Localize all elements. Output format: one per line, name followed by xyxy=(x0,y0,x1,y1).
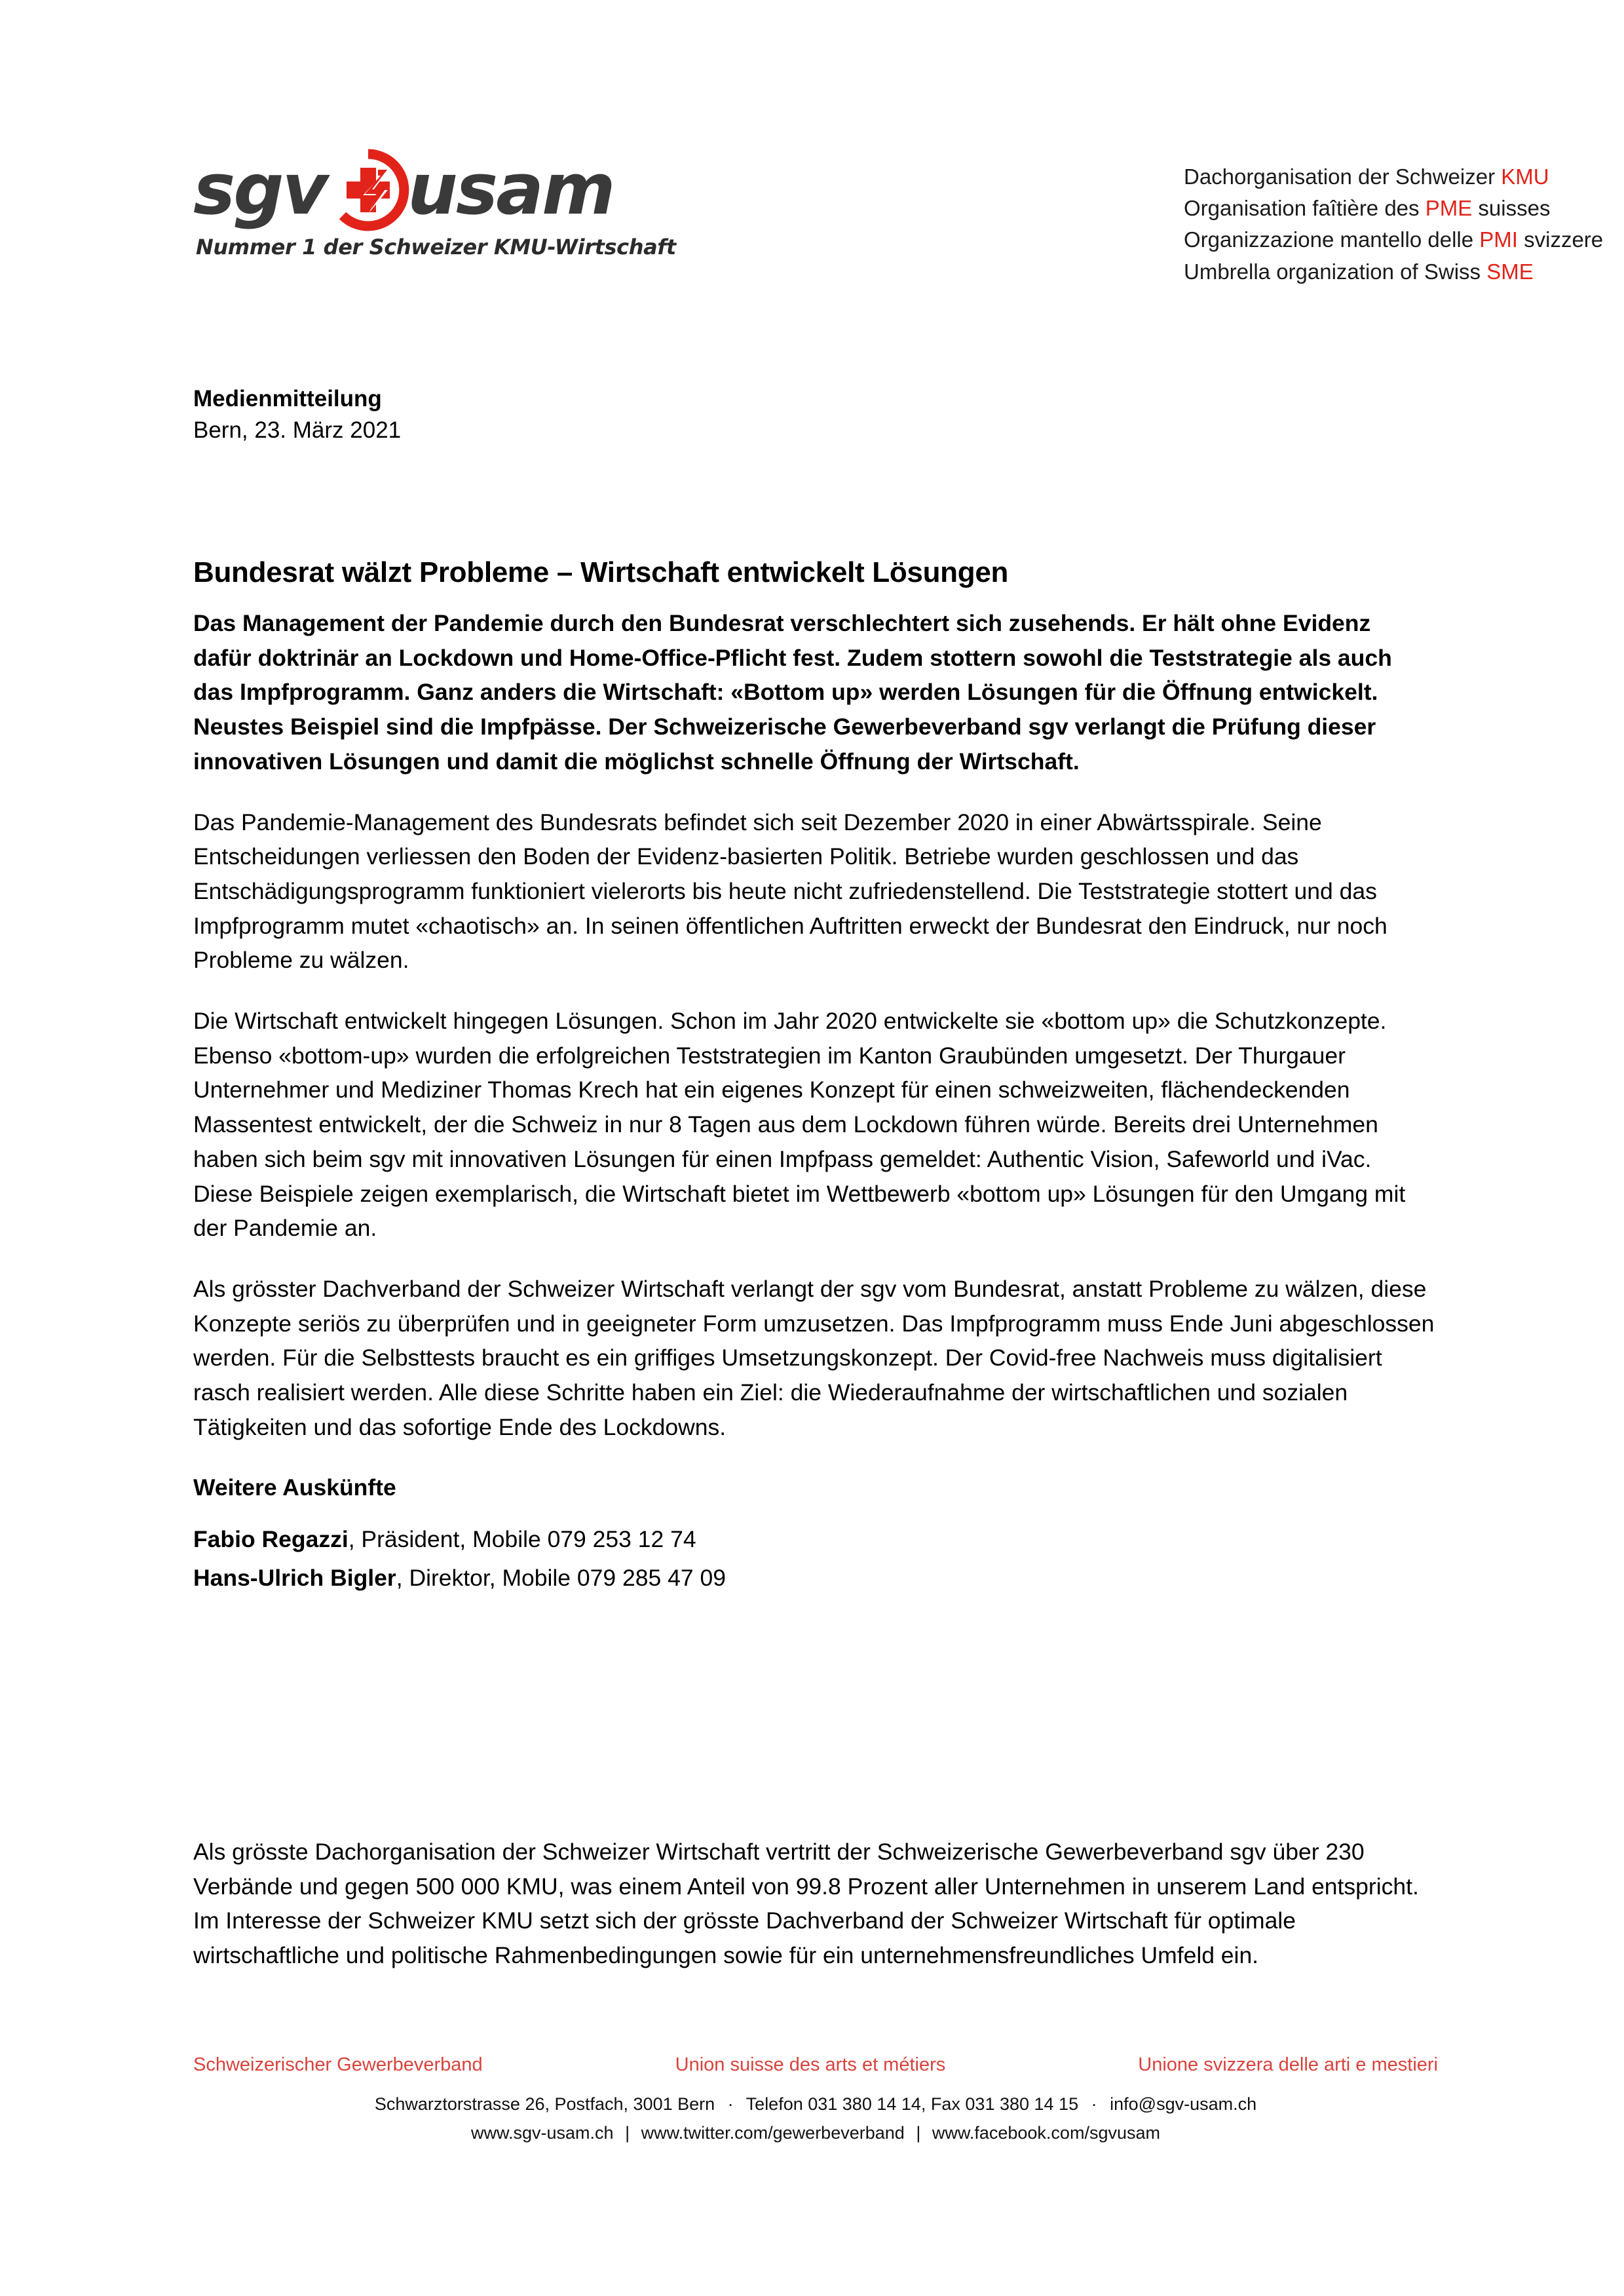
header-language-line-de xyxy=(1184,161,1603,193)
logo-word-usam: usam xyxy=(407,149,614,231)
header-language-line-fr xyxy=(1184,193,1603,224)
document-type-label: Medienmitteilung xyxy=(193,386,382,411)
lead-paragraph: Das Management der Pandemie durch den Bundesrat verschlechtert sich zusehends. Er hält ohne Evidenz dafür doktrinär an Lockdown und Home-Office-Pflicht fest. Zudem stottern sowohl die Teststrategie als auch das Impfprogramm. Ganz anders die Wirtschaft: «Bottom up» werden Lösungen für die Öffnung entwickelt. Neustes Beispiel sind die Impfpässe. Der Schweizerische Gewerbeverband sgv verlangt die Prüfung dieser innovativen Lösungen und damit die möglichst schnelle Öffnung der Wirtschaft. xyxy=(193,610,1392,775)
footer-email-link[interactable]: info@sgv-usam.ch xyxy=(1110,2094,1257,2114)
document-meta xyxy=(193,383,401,447)
footer-separator-2: · xyxy=(1091,2094,1097,2114)
lang-it-prefix: Organizzazione mantello delle xyxy=(1184,227,1480,252)
lang-fr-prefix: Organisation faîtière des xyxy=(1184,196,1426,221)
footer-contact-line-2 xyxy=(193,2119,1438,2148)
contact-person-1 xyxy=(193,1522,1435,1557)
footer-facebook-link[interactable]: www.facebook.com/sgvusam xyxy=(932,2122,1160,2143)
contact-person-2-details: , Direktor, Mobile 079 285 47 09 xyxy=(396,1564,726,1591)
footer-contact-line-1 xyxy=(193,2090,1438,2119)
lang-en-accent: SME xyxy=(1486,259,1534,284)
lang-it-accent: PMI xyxy=(1479,227,1518,252)
header-language-lines xyxy=(1184,161,1603,288)
contacts-heading: Weitere Auskünfte xyxy=(193,1474,396,1501)
lang-fr-suffix: suisses xyxy=(1472,196,1551,221)
document-header xyxy=(193,149,1604,290)
article-body xyxy=(193,606,1435,1599)
footer-organization-names xyxy=(193,2054,1438,2076)
lang-de-accent: KMU xyxy=(1501,164,1549,189)
page-title: Bundesrat wälzt Probleme – Wirtschaft entwickelt Lösungen xyxy=(193,556,1009,589)
footer-org-de: Schweizerischer Gewerbeverband xyxy=(193,2054,483,2075)
organization-boilerplate: Als grösste Dachorganisation der Schweizer Wirtschaft vertritt der Schweizerische Gewerbeverband sgv über 230 Verbände und gegen 500 000 KMU, was einem Anteil von 99.8 Prozent aller Unternehmen in unserem Land entspricht. Im Interesse der Schweizer KMU setzt sich der grösste Dachverband der Schweizer Wirtschaft für optimale wirtschaftliche und politische Rahmenbedingungen sowie für ein unternehmensfreundliches Umfeld ein. xyxy=(193,1839,1419,1969)
lang-en-prefix: Umbrella organization of Swiss xyxy=(1184,259,1487,284)
footer-phone-fax: Telefon 031 380 14 14, Fax 031 380 14 15 xyxy=(746,2094,1079,2114)
place-and-date: Bern, 23. März 2021 xyxy=(193,417,402,444)
sgv-usam-logo xyxy=(193,149,691,259)
footer-website-link[interactable]: www.sgv-usam.ch xyxy=(471,2122,614,2143)
header-language-line-en xyxy=(1184,256,1603,288)
body-paragraph-3: Als grösster Dachverband der Schweizer Wirtschaft verlangt der sgv vom Bundesrat, anstatt Probleme zu wälzen, diese Konzepte seriös zu überprüfen und in geeigneter Form umzusetzen. Das Impfprogramm muss Ende Juni abgeschlossen werden. Für die Selbsttests braucht es ein griffiges Umsetzungskonzept. Der Covid-free Nachweis muss digitalisiert rasch realisiert werden. Alle diese Schritte haben ein Ziel: die Wiederaufnahme der wirtschaftlichen und sozialen Tätigkeiten und das sofortige Ende des Lockdowns. xyxy=(193,1275,1435,1440)
sgv-usam-cross-emblem-icon xyxy=(326,148,410,232)
header-language-line-it xyxy=(1184,224,1603,256)
footer-separator-1: · xyxy=(727,2094,734,2114)
logo-word-sgv: sgv xyxy=(193,149,326,231)
lang-fr-accent: PME xyxy=(1425,196,1473,221)
document-footer xyxy=(193,2054,1438,2147)
contact-person-1-details: , Präsident, Mobile 079 253 12 74 xyxy=(348,1526,696,1553)
footer-pipe-1: | xyxy=(625,2122,630,2143)
footer-org-fr: Union suisse des arts et métiers xyxy=(675,2054,946,2075)
footer-address: Schwarztorstrasse 26, Postfach, 3001 Bern xyxy=(374,2094,715,2114)
lang-it-suffix: svizzere xyxy=(1517,227,1604,252)
lang-de-prefix: Dachorganisation der Schweizer xyxy=(1184,164,1501,189)
contact-person-1-name: Fabio Regazzi xyxy=(193,1526,349,1553)
contact-person-2-name: Hans-Ulrich Bigler xyxy=(193,1564,396,1591)
body-paragraph-2: Die Wirtschaft entwickelt hingegen Lösungen. Schon im Jahr 2020 entwickelte sie «bottom up» die Schutzkonzepte. Ebenso «bottom-up» wurden die erfolgreichen Teststrategien im Kanton Graubünden umgesetzt. Der Thurgauer Unternehmer und Mediziner Thomas Krech hat ein eigenes Konzept für einen schweizweiten, flächendeckenden Massentest entwickelt, der die Schweiz in nur 8 Tagen aus dem Lockdown führen würde. Bereits drei Unternehmen haben sich beim sgv mit innovativen Lösungen für einen Impfpass gemeldet: Authentic Vision, Safeworld und iVac. Diese Beispiele zeigen exemplarisch, die Wirtschaft bietet im Wettbewerb «bottom up» Lösungen für den Umgang mit der Pandemie an. xyxy=(193,1008,1406,1242)
footer-twitter-link[interactable]: www.twitter.com/gewerbeverband xyxy=(641,2122,905,2143)
footer-org-it: Unione svizzera delle arti e mestieri xyxy=(1138,2054,1438,2075)
body-paragraph-1: Das Pandemie-Management des Bundesrats befindet sich seit Dezember 2020 in einer Abwärtsspirale. Seine Entscheidungen verliessen den Boden der Evidenz-basierten Politik. Betriebe wurden geschlossen und das Entschädigungsprogramm funktioniert vielerorts bis heute nicht zufriedenstellend. Die Teststrategie stottert und das Impfprogramm mutet «chaotisch» an. In seinen öffentlichen Auftritten erweckt der Bundesrat den Eindruck, nur noch Probleme zu wälzen. xyxy=(193,809,1388,974)
footer-contact-details xyxy=(193,2090,1438,2147)
logo-wordmark-row xyxy=(193,149,691,231)
logo-tagline: Nummer 1 der Schweizer KMU-Wirtschaft xyxy=(196,235,676,259)
footer-pipe-2: | xyxy=(916,2122,921,2143)
contact-person-2 xyxy=(193,1561,1435,1596)
